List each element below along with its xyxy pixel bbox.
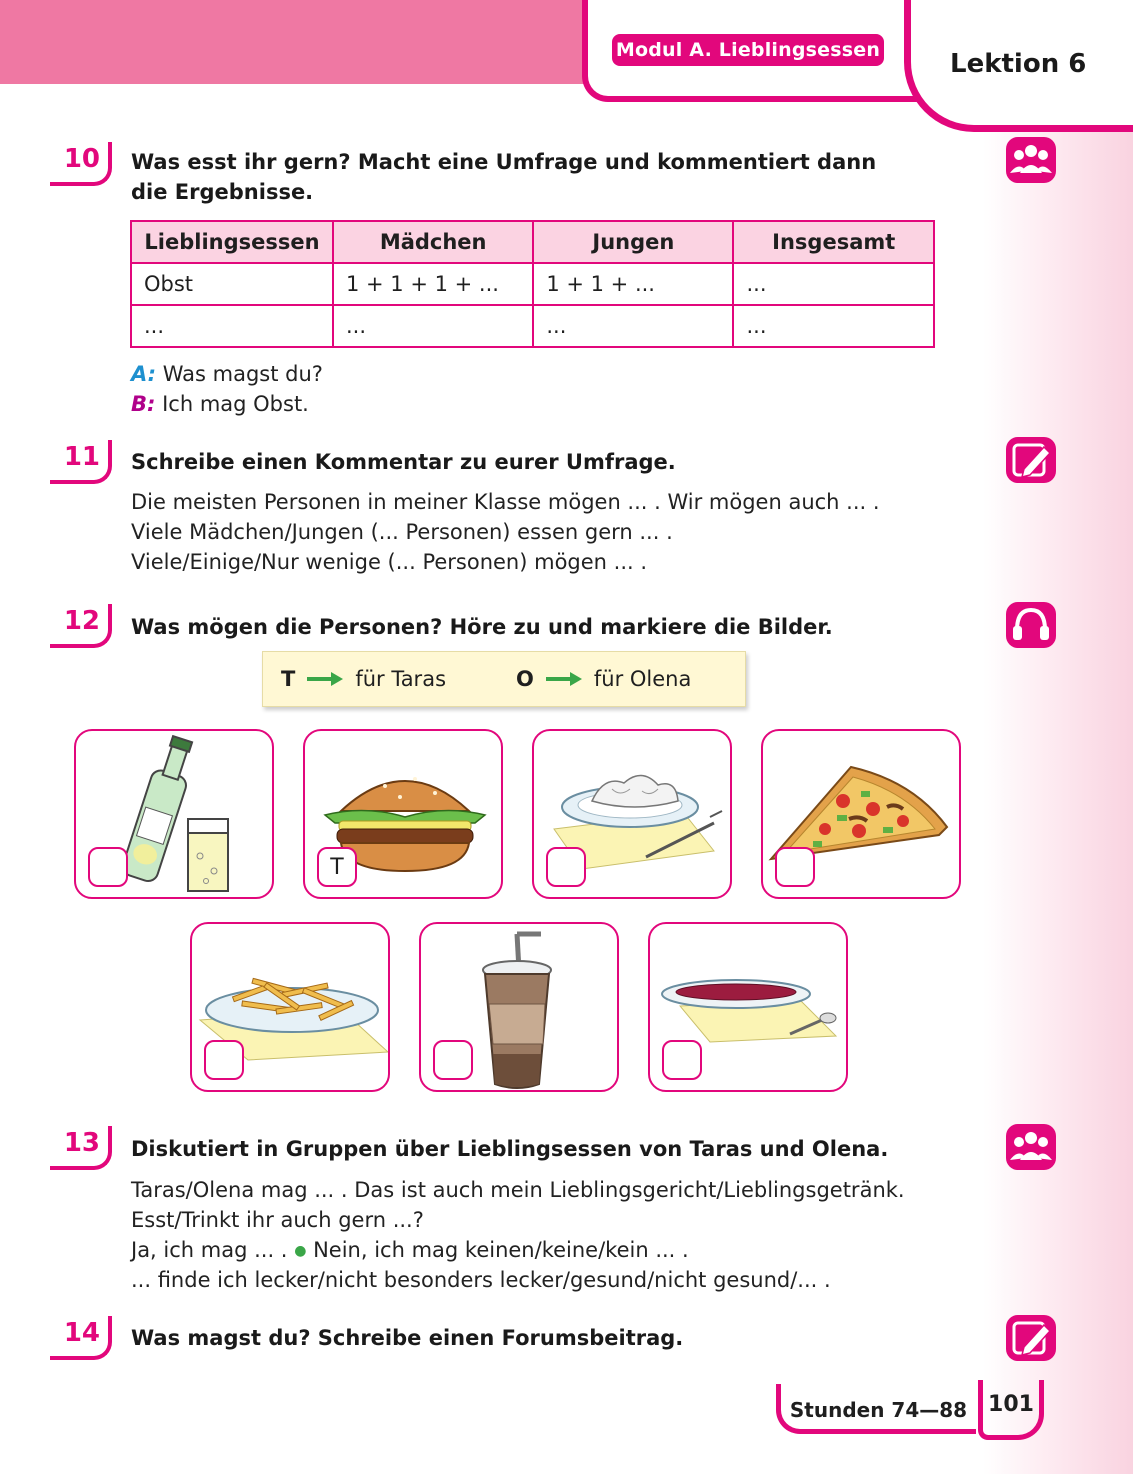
- lesson-hours: Stunden 74—88: [776, 1384, 976, 1434]
- group-icon: [1006, 137, 1056, 183]
- answer-checkbox[interactable]: [546, 847, 586, 887]
- table-header: Insgesamt: [733, 221, 934, 263]
- exercise-title: Was magst du? Schreibe einen Forumsbeitrag.: [131, 1326, 684, 1350]
- headphones-icon: [1006, 602, 1056, 648]
- dialog-text: Ich mag Obst.: [162, 392, 309, 416]
- discussion-line: ... finde ich lecker/nicht besonders lecker/gesund/nicht gesund/... .: [131, 1268, 831, 1292]
- picture-card-borscht[interactable]: [648, 922, 848, 1092]
- answer-checkbox[interactable]: T: [317, 847, 357, 887]
- table-cell: ...: [733, 263, 934, 305]
- legend-box: [262, 651, 746, 707]
- page-number: 101: [978, 1380, 1044, 1440]
- comment-line: Viele/Einige/Nur wenige (... Personen) mögen ... .: [131, 550, 648, 574]
- table-cell: 1 + 1 + ...: [533, 263, 733, 305]
- discussion-phrase: Nein, ich mag keinen/keine/kein ... .: [313, 1238, 689, 1262]
- picture-card-dumplings[interactable]: [532, 729, 732, 899]
- picture-card-french-fries[interactable]: [190, 922, 390, 1092]
- comment-line: Viele Mädchen/Jungen (... Personen) essen gern ... .: [131, 520, 673, 544]
- table-cell: Obst: [131, 263, 333, 305]
- table-header: Lieblingsessen: [131, 221, 333, 263]
- dialog-line-b: [131, 389, 309, 419]
- bullet-dot-icon: ●: [294, 1243, 307, 1259]
- legend-text-o: für Olena: [593, 667, 692, 691]
- exercise-title: Schreibe einen Kommentar zu eurer Umfrage.: [131, 450, 676, 474]
- table-row: [131, 263, 934, 305]
- exercise-number: 10: [50, 142, 112, 186]
- group-icon: [1006, 1124, 1056, 1170]
- speaker-label: B:: [131, 392, 156, 416]
- discussion-line: [131, 1235, 689, 1266]
- table-header-row: [131, 221, 934, 263]
- legend-key-t: T: [281, 667, 296, 691]
- header-bar: [0, 0, 596, 84]
- discussion-line: Esst/Trinkt ihr auch gern ...?: [131, 1208, 424, 1232]
- exercise-title: Was esst ihr gern? Macht eine Umfrage und kommentiert dann: [131, 150, 877, 174]
- exercise-number: 13: [50, 1126, 112, 1170]
- legend-text-t: für Taras: [355, 667, 447, 691]
- pencil-icon: [1006, 437, 1056, 483]
- module-title: Modul A. Lieblingsessen: [612, 34, 884, 66]
- table-header: Mädchen: [333, 221, 533, 263]
- table-cell: ...: [333, 305, 533, 347]
- comment-line: Die meisten Personen in meiner Klasse mögen ... . Wir mögen auch ... .: [131, 490, 880, 514]
- discussion-phrase: Ja, ich mag ... .: [131, 1238, 288, 1262]
- survey-table: [130, 220, 935, 348]
- table-cell: ...: [131, 305, 333, 347]
- picture-card-pizza[interactable]: [761, 729, 961, 899]
- answer-checkbox[interactable]: [88, 847, 128, 887]
- table-cell: ...: [733, 305, 934, 347]
- exercise-title: Diskutiert in Gruppen über Lieblingsessen von Taras und Olena.: [131, 1137, 889, 1161]
- arrow-right-icon: [546, 667, 582, 691]
- picture-card-cola-cup[interactable]: [419, 922, 619, 1092]
- table-row: [131, 305, 934, 347]
- exercise-title: Was mögen die Personen? Höre zu und markiere die Bilder.: [131, 615, 833, 639]
- lesson-title: Lektion 6: [950, 49, 1087, 79]
- pencil-icon: [1006, 1315, 1056, 1361]
- answer-checkbox[interactable]: [433, 1040, 473, 1080]
- dialog-text: Was magst du?: [162, 362, 323, 386]
- table-cell: ...: [533, 305, 733, 347]
- discussion-line: Taras/Olena mag ... . Das ist auch mein Lieblingsgericht/Lieblingsgetränk.: [131, 1178, 905, 1202]
- exercise-number: 12: [50, 604, 112, 648]
- speaker-label: A:: [131, 362, 157, 386]
- picture-card-mineral-water[interactable]: [74, 729, 274, 899]
- table-cell: 1 + 1 + 1 + ...: [333, 263, 533, 305]
- dialog-line-a: [131, 359, 323, 389]
- answer-checkbox[interactable]: [662, 1040, 702, 1080]
- legend-key-o: O: [516, 667, 534, 691]
- exercise-number: 14: [50, 1316, 112, 1360]
- exercise-title-continued: die Ergebnisse.: [131, 180, 314, 204]
- table-header: Jungen: [533, 221, 733, 263]
- side-gradient: [983, 0, 1133, 1474]
- answer-checkbox[interactable]: [775, 847, 815, 887]
- answer-checkbox[interactable]: [204, 1040, 244, 1080]
- exercise-number: 11: [50, 440, 112, 484]
- picture-card-hamburger[interactable]: [303, 729, 503, 899]
- arrow-right-icon: [307, 667, 343, 691]
